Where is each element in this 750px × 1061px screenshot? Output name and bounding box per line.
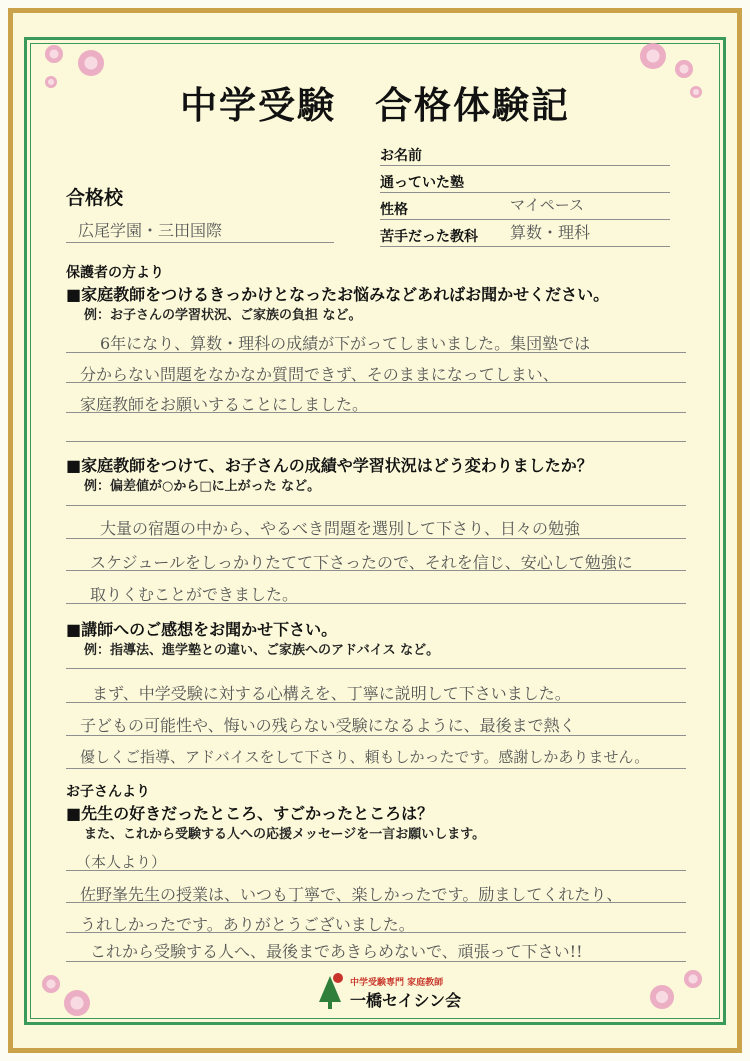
answer-1-line-3: 家庭教師をお願いすることにしました。 bbox=[80, 395, 369, 414]
ruled-line bbox=[66, 412, 686, 413]
footer-brand: 一橋セイシン会 bbox=[350, 991, 462, 1010]
weak-subject-value: 算数・理科 bbox=[510, 223, 591, 242]
answer-2-line-1: 大量の宿題の中から、やるべき問題を選別して下さり、日々の勉強 bbox=[100, 519, 581, 538]
flower-icon bbox=[684, 970, 702, 988]
example-3: 例：指導法、進学塾との違い、ご家族へのアドバイス など。 bbox=[84, 643, 440, 658]
parent-section-label: 保護者の方より bbox=[66, 265, 164, 281]
juku-label: 通っていた塾 bbox=[380, 175, 464, 191]
ruled-line bbox=[66, 538, 686, 539]
juku-line bbox=[380, 192, 670, 193]
ruled-line bbox=[66, 352, 686, 353]
ruled-line bbox=[66, 961, 686, 962]
answer-3-line-1: まず、中学受験に対する心構えを、丁寧に説明して下さいました。 bbox=[92, 684, 571, 703]
school-label: 合格校 bbox=[66, 187, 124, 209]
ruled-line bbox=[66, 668, 686, 669]
personality-value: マイペース bbox=[510, 196, 584, 214]
school-value: 広尾学園・三田国際 bbox=[78, 221, 223, 240]
ruled-line bbox=[66, 382, 686, 383]
ruled-line bbox=[66, 603, 686, 604]
child-answer-line-3: うれしかったです。ありがとうございました。 bbox=[80, 915, 415, 934]
answer-1-line-1: 6年になり、算数・理科の成績が下がってしまいました。集団塾では bbox=[100, 334, 591, 353]
weak-subject-label: 苦手だった教科 bbox=[380, 229, 478, 245]
ruled-line bbox=[66, 570, 686, 571]
child-question: ■先生の好きだったところ、すごかったところは？ bbox=[66, 804, 434, 823]
flower-icon bbox=[78, 50, 104, 76]
flower-icon bbox=[45, 45, 63, 63]
question-2: ■家庭教師をつけて、お子さんの成績や学習状況はどう変わりましたか？ bbox=[66, 456, 593, 475]
name-line bbox=[380, 165, 670, 166]
example-2: 例：偏差値が○から□に上がった など。 bbox=[84, 479, 321, 494]
question-3: ■講師へのご感想をお聞かせ下さい。 bbox=[66, 620, 338, 639]
answer-2-line-2: スケジュールをしっかりたてて下さったので、それを信じ、安心して勉強に bbox=[90, 553, 633, 572]
ruled-line bbox=[66, 505, 686, 506]
ruled-line bbox=[66, 735, 686, 736]
child-answer-line-2: 佐野峯先生の授業は、いつも丁寧で、楽しかったです。励ましてくれたり、 bbox=[80, 885, 623, 904]
child-answer-line-1: （本人より） bbox=[76, 853, 167, 871]
answer-2-line-3: 取りくむことができました。 bbox=[90, 585, 299, 604]
ruled-line bbox=[66, 932, 686, 933]
answer-3-line-3: 優しくご指導、アドバイスをして下さり、頼もしかったです。感謝しかありません。 bbox=[80, 748, 650, 766]
personality-label: 性格 bbox=[380, 202, 408, 218]
child-answer-line-4: これから受験する人へ、最後まであきらめないで、頑張って下さい!! bbox=[90, 942, 583, 961]
question-1: ■家庭教師をつけるきっかけとなったお悩みなどあればお聞かせください。 bbox=[66, 285, 610, 304]
flower-icon bbox=[650, 985, 674, 1009]
weak-subject-line bbox=[380, 246, 670, 247]
example-1: 例：お子さんの学習状況、ご家族の負担 など。 bbox=[84, 308, 362, 323]
flower-icon bbox=[640, 43, 666, 69]
child-section-label: お子さんより bbox=[66, 784, 150, 800]
answer-3-line-2: 子どもの可能性や、悔いの残らない受験になるように、最後まで熱く bbox=[80, 716, 576, 735]
ruled-line bbox=[66, 902, 686, 903]
child-subquestion: また、これから受験する人への応援メッセージを一言お願いします。 bbox=[84, 827, 486, 842]
tree-logo-icon bbox=[316, 972, 348, 1010]
page-title: 中学受験 合格体験記 bbox=[180, 84, 570, 127]
school-line bbox=[66, 242, 334, 243]
ruled-line bbox=[66, 441, 686, 442]
answer-1-line-2: 分からない問題をなかなか質問できず、そのままになってしまい、 bbox=[80, 365, 559, 384]
name-label: お名前 bbox=[380, 148, 422, 164]
flower-icon bbox=[64, 990, 90, 1016]
ruled-line bbox=[66, 702, 686, 703]
ruled-line bbox=[66, 870, 686, 871]
ruled-line bbox=[66, 768, 686, 769]
footer-tagline: 中学受験専門 家庭教師 bbox=[350, 978, 444, 988]
flower-icon bbox=[42, 975, 60, 993]
